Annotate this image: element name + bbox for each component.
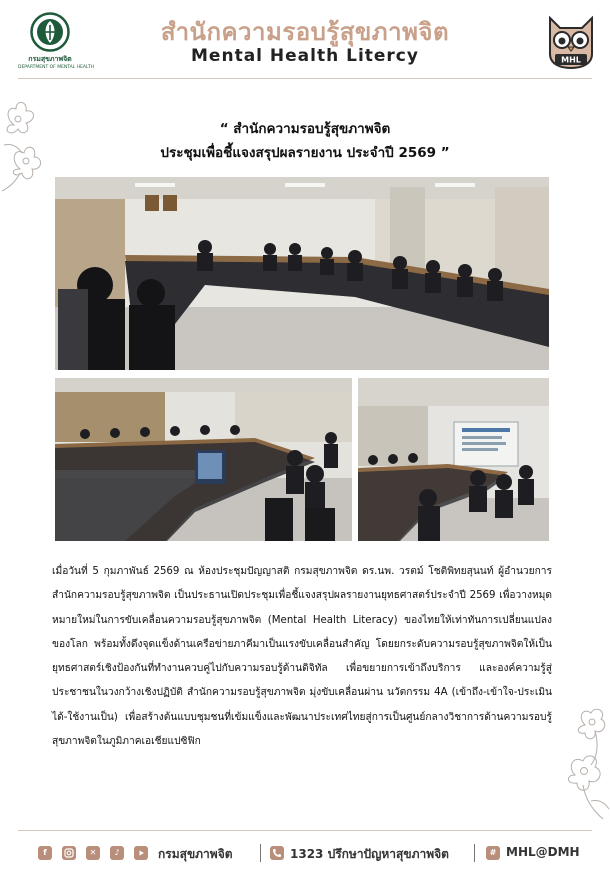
headline-line-2: ประชุมเพื่อชี้แจงสรุปผลรายงาน ประจำปี 2569 ” bbox=[160, 145, 450, 161]
page-title-english: Mental Health Litercy bbox=[191, 46, 419, 66]
footer-separator bbox=[260, 844, 261, 862]
youtube-icon[interactable] bbox=[134, 846, 148, 860]
footer-hashtag: MHL@DMH bbox=[506, 845, 580, 859]
hashtag-icon: # bbox=[486, 846, 500, 860]
tiktok-icon[interactable]: ♪ bbox=[110, 846, 124, 860]
page-header bbox=[0, 0, 610, 78]
mhl-owl-logo bbox=[540, 10, 602, 72]
facebook-icon[interactable]: f bbox=[38, 846, 52, 860]
footer-org-name: กรมสุขภาพจิต bbox=[158, 847, 233, 861]
header-divider bbox=[18, 78, 592, 79]
news-headline bbox=[0, 117, 610, 165]
phone-icon bbox=[270, 846, 284, 860]
footer-separator bbox=[474, 844, 475, 862]
meeting-photo-left bbox=[55, 378, 352, 541]
footer-hotline: 1323 ปรึกษาปัญหาสุขภาพจิต bbox=[290, 847, 449, 861]
mhl-logo-text: MHL bbox=[561, 55, 581, 65]
instagram-icon[interactable] bbox=[62, 846, 76, 860]
department-logo-caption-en: DEPARTMENT OF MENTAL HEALTH bbox=[18, 65, 95, 70]
flower-decoration-right-icon bbox=[555, 705, 610, 825]
headline-line-1: “ สำนักความรอบรู้สุขภาพจิต bbox=[219, 121, 391, 137]
footer-divider bbox=[18, 830, 592, 831]
department-logo-caption-th: กรมสุขภาพจิต bbox=[28, 55, 72, 63]
x-icon[interactable]: ✕ bbox=[86, 846, 100, 860]
page-title-thai: สำนักความรอบรู้สุขภาพจิต bbox=[160, 18, 450, 46]
news-body-paragraph: เมื่อวันที่ 5 กุมภาพันธ์ 2569 ณ ห้องประชุมปัญญาสติ กรมสุขภาพจิต ดร.นพ. วรตม์ โชติพิทยสุนนท์ ผู้อำนวยการสำนักความรอบรู้สุขภาพจิต เป็นประธานเปิดประชุมเพื่อชี้แจงสรุปผลรายงานยุทธศาสตร์ประจำปี 2569 เพื่อวางหมุดหมายใหม่ในการขับเคลื่อนความรอบรู้สุขภาพจิต (Mental Health Literacy) ของไทยให้เท่าทันการเปลี่ยนแปลงของโลก พร้อมทั้งดึงจุดแข็งด้านเครือข่ายภาคีมาเป็นแรงขับเคลื่อนสำคัญ โดยยกระดับความรอบรู้สุขภาพจิตให้เป็นยุทธศาสตร์เชิงป้องกันที่ทำงานควบคู่ไปกับความรอบรู้ด้านดิจิทัล เพื่อขยายการเข้าถึงบริการ และองค์ความรู้สู่ประชาชนในวงกว้างเชิงปฏิบัติ สำนักความรอบรู้สุขภาพจิต มุ่งขับเคลื่อนผ่าน นวัตกรรม 4A (เข้าถึง-เข้าใจ-ประเมินได้-ใช้งานเป็น) เพื่อสร้างต้นแบบชุมชนที่เข้มแข็งและพัฒนาประเทศไทยสู่การเป็นศูนย์กลางวิชาการด้านความรอบรู้สุขภาพจิตในภูมิภาคเอเชียแปซิฟิก bbox=[52, 566, 552, 748]
meeting-photo-main bbox=[55, 177, 549, 370]
meeting-photo-right bbox=[358, 378, 549, 541]
page-footer bbox=[0, 838, 610, 868]
